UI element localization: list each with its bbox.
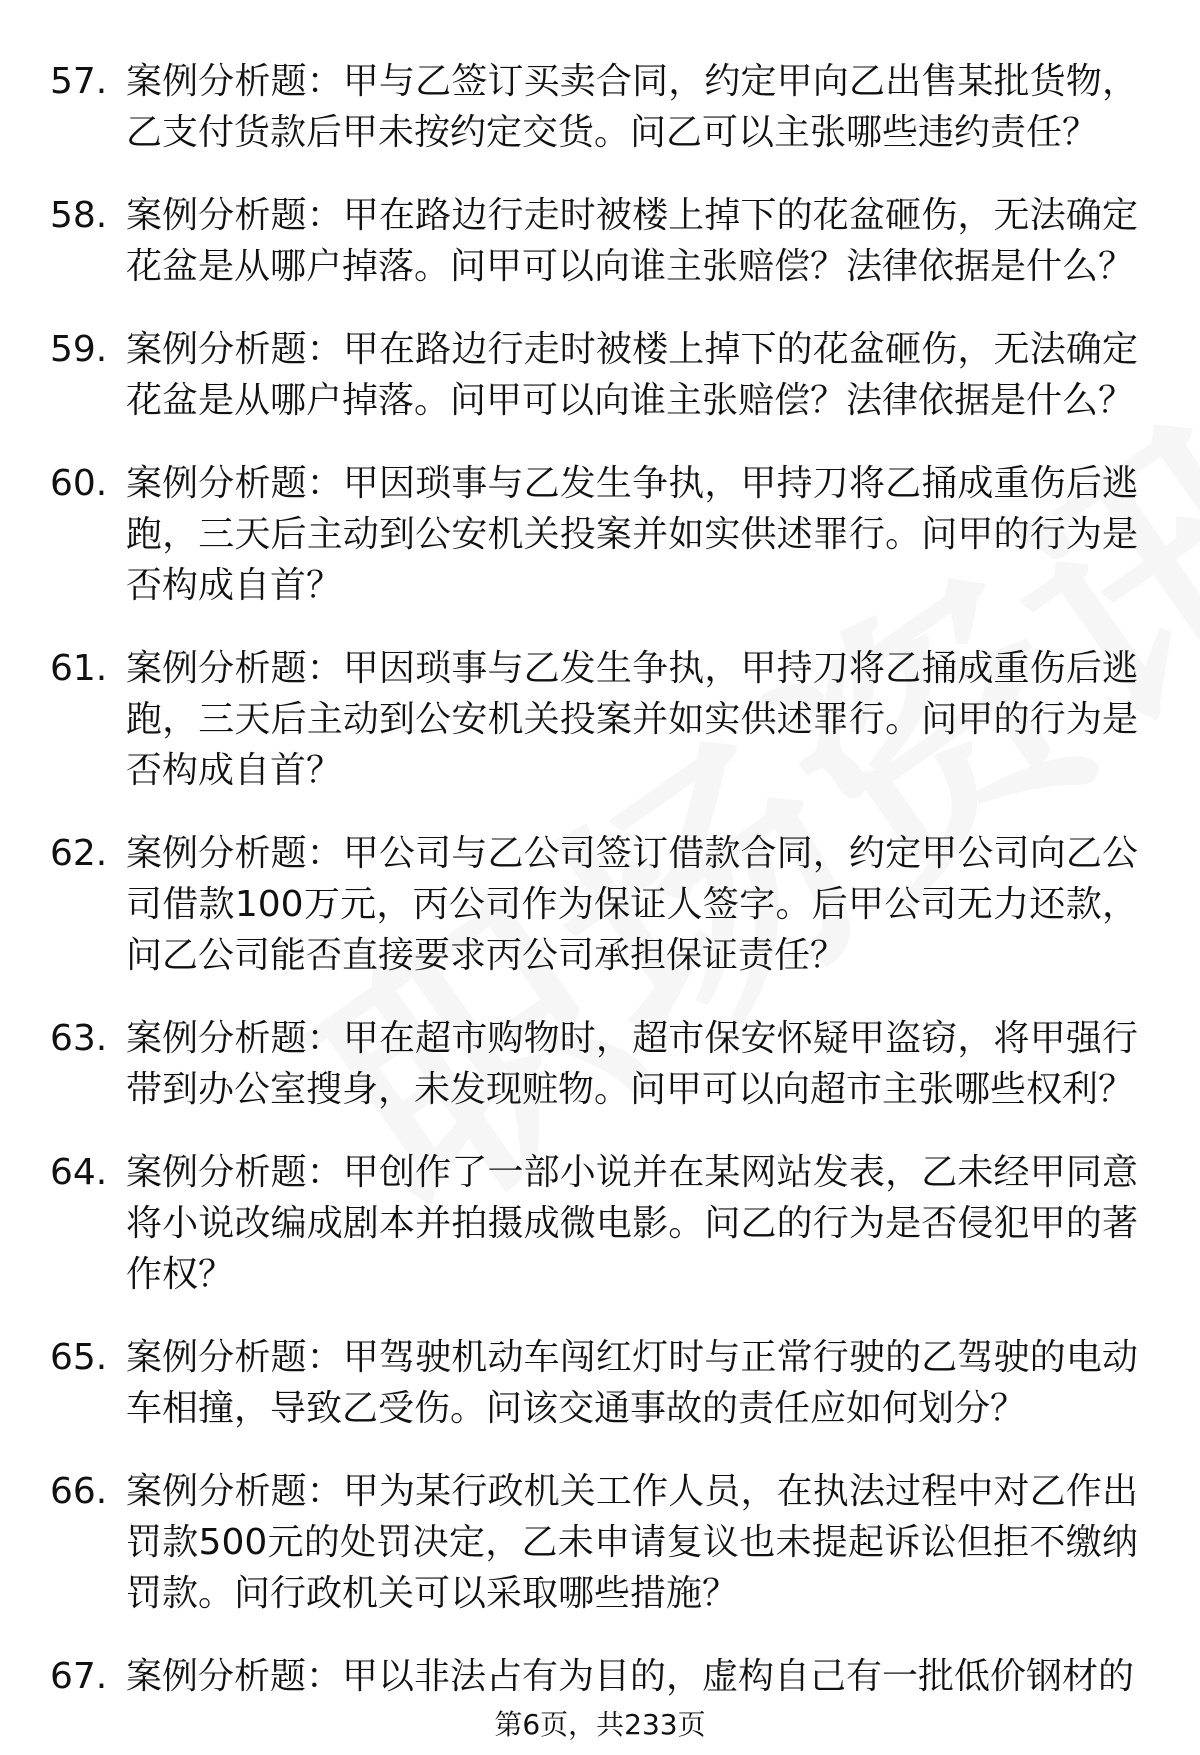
question-item bbox=[50, 1466, 1150, 1619]
question-item bbox=[50, 56, 1150, 158]
question-number: 64. bbox=[50, 1152, 108, 1193]
question-text: 案例分析题：甲在路边行走时被楼上掉下的花盆砸伤，无法确定花盆是从哪户掉落。问甲可以向谁主张赔偿？法律依据是什么？ bbox=[126, 329, 1138, 421]
question-number: 59. bbox=[50, 329, 108, 370]
question-text: 案例分析题：甲驾驶机动车闯红灯时与正常行驶的乙驾驶的电动车相撞，导致乙受伤。问该交通事故的责任应如何划分？ bbox=[126, 1337, 1138, 1429]
question-number: 60. bbox=[50, 463, 108, 504]
question-number: 58. bbox=[50, 195, 108, 236]
question-item bbox=[50, 324, 1150, 426]
question-number: 65. bbox=[50, 1337, 108, 1378]
question-item bbox=[50, 1332, 1150, 1434]
question-number: 66. bbox=[50, 1471, 108, 1512]
question-text: 案例分析题：甲因琐事与乙发生争执，甲持刀将乙捅成重伤后逃跑，三天后主动到公安机关投案并如实供述罪行。问甲的行为是否构成自首？ bbox=[126, 463, 1138, 606]
page-number-label: 第6页，共233页 bbox=[494, 1708, 706, 1741]
page-footer bbox=[0, 1705, 1200, 1745]
question-text: 案例分析题：甲创作了一部小说并在某网站发表，乙未经甲同意将小说改编成剧本并拍摄成微电影。问乙的行为是否侵犯甲的著作权？ bbox=[126, 1152, 1138, 1295]
question-number: 62. bbox=[50, 833, 108, 874]
question-text: 案例分析题：甲以非法占有为目的，虚构自己有一批低价钢材的 bbox=[126, 1656, 1135, 1697]
question-list bbox=[50, 56, 1150, 1734]
question-item bbox=[50, 1651, 1150, 1702]
question-text: 案例分析题：甲因琐事与乙发生争执，甲持刀将乙捅成重伤后逃跑，三天后主动到公安机关投案并如实供述罪行。问甲的行为是否构成自首？ bbox=[126, 648, 1138, 791]
question-item bbox=[50, 190, 1150, 292]
question-text: 案例分析题：甲公司与乙公司签订借款合同，约定甲公司向乙公司借款100万元，丙公司作为保证人签字。后甲公司无力还款，问乙公司能否直接要求丙公司承担保证责任？ bbox=[126, 833, 1138, 976]
question-item bbox=[50, 828, 1150, 981]
question-item bbox=[50, 1013, 1150, 1115]
question-item bbox=[50, 458, 1150, 611]
question-number: 63. bbox=[50, 1018, 108, 1059]
question-text: 案例分析题：甲为某行政机关工作人员，在执法过程中对乙作出罚款500元的处罚决定，乙未申请复议也未提起诉讼但拒不缴纳罚款。问行政机关可以采取哪些措施？ bbox=[126, 1471, 1138, 1614]
question-text: 案例分析题：甲与乙签订买卖合同，约定甲向乙出售某批货物，乙支付货款后甲未按约定交货。问乙可以主张哪些违约责任？ bbox=[126, 61, 1138, 153]
question-item bbox=[50, 643, 1150, 796]
question-number: 61. bbox=[50, 648, 108, 689]
question-number: 57. bbox=[50, 61, 108, 102]
question-item bbox=[50, 1147, 1150, 1300]
question-text: 案例分析题：甲在路边行走时被楼上掉下的花盆砸伤，无法确定花盆是从哪户掉落。问甲可以向谁主张赔偿？法律依据是什么？ bbox=[126, 195, 1138, 287]
question-text: 案例分析题：甲在超市购物时，超市保安怀疑甲盗窃，将甲强行带到办公室搜身，未发现赃物。问甲可以向超市主张哪些权利？ bbox=[126, 1018, 1138, 1110]
question-number: 67. bbox=[50, 1656, 108, 1697]
